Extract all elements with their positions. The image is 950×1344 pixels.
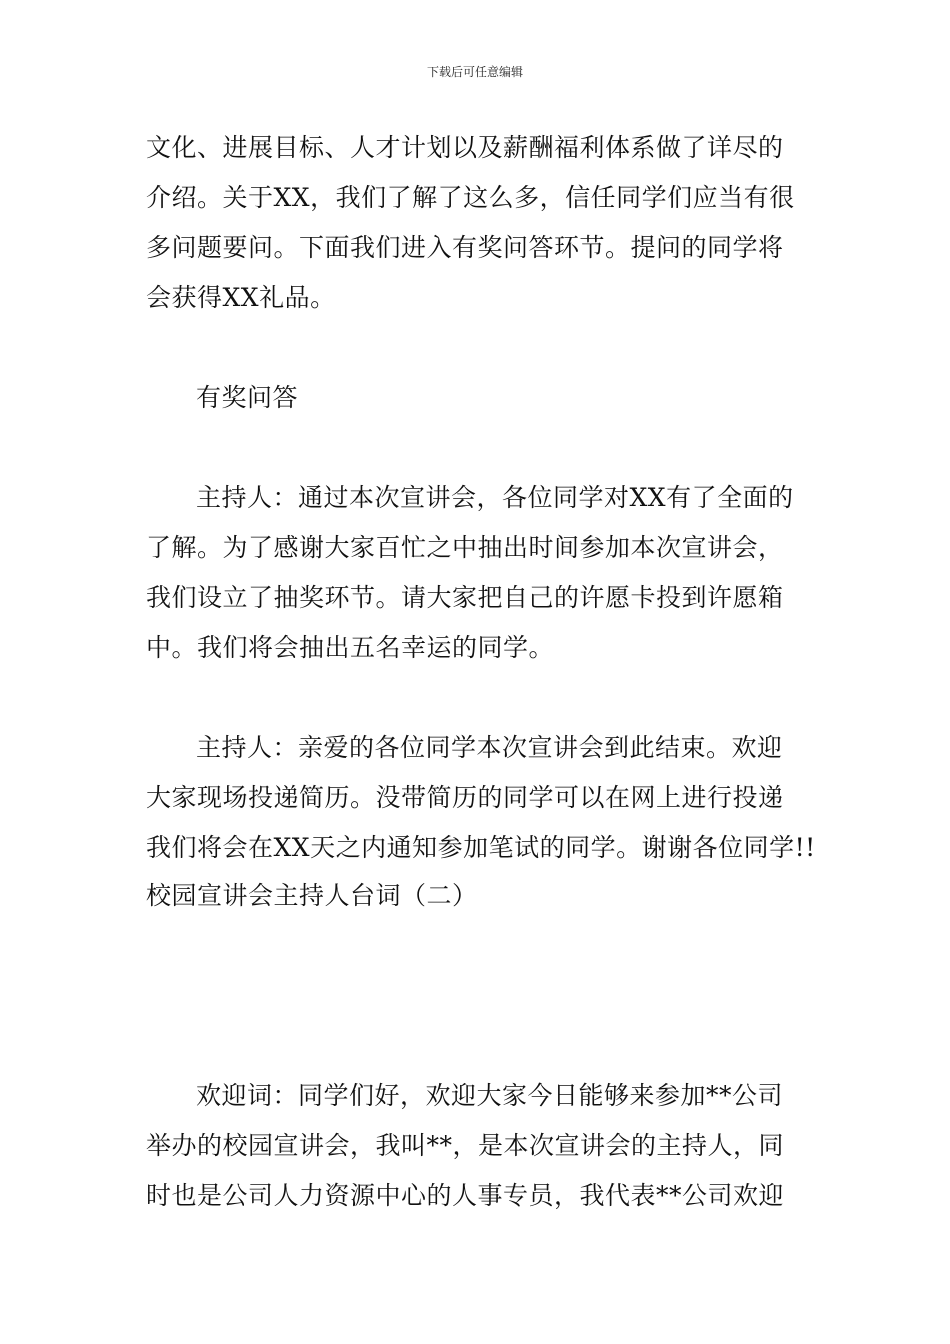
paragraph-line: 举办的校园宣讲会，我叫**，是本次宣讲会的主持人，同 [146,1131,785,1160]
paragraph-line: 多问题要问。下面我们进入有奖问答环节。提问的同学将 [146,233,784,262]
paragraph-line: 我们将会在XX天之内通知参加笔试的同学。谢谢各位同学!! [146,833,816,862]
paragraph-line: 文化、进展目标、人才计划以及薪酬福利体系做了详尽的 [146,133,784,162]
paragraph-line: 时也是公司人力资源中心的人事专员，我代表**公司欢迎 [146,1181,785,1210]
paragraph-line: 主持人：通过本次宣讲会，各位同学对XX有了全面的 [196,483,794,512]
paragraph-line: 介绍。关于XX，我们了解了这么多，信任同学们应当有很 [146,183,795,212]
document-title: 校园宣讲会主持人台词（二） [146,881,478,910]
paragraph-line: 会获得XX礼品。 [146,283,336,312]
paragraph-line: 大家现场投递简历。没带简历的同学可以在网上进行投递 [146,783,784,812]
paragraph-line: 主持人：亲爱的各位同学本次宣讲会到此结束。欢迎 [196,733,783,762]
paragraph-line: 我们设立了抽奖环节。请大家把自己的许愿卡投到许愿箱 [146,583,784,612]
paragraph-line: 欢迎词：同学们好，欢迎大家今日能够来参加**公司 [196,1081,784,1110]
paragraph-line: 了解。为了感谢大家百忙之中抽出时间参加本次宣讲会， [146,533,784,562]
paragraph-line: 中。我们将会抽出五名幸运的同学。 [146,633,555,662]
page-header: 下载后可任意编辑 [426,65,523,79]
section-heading: 有奖问答 [196,383,299,412]
